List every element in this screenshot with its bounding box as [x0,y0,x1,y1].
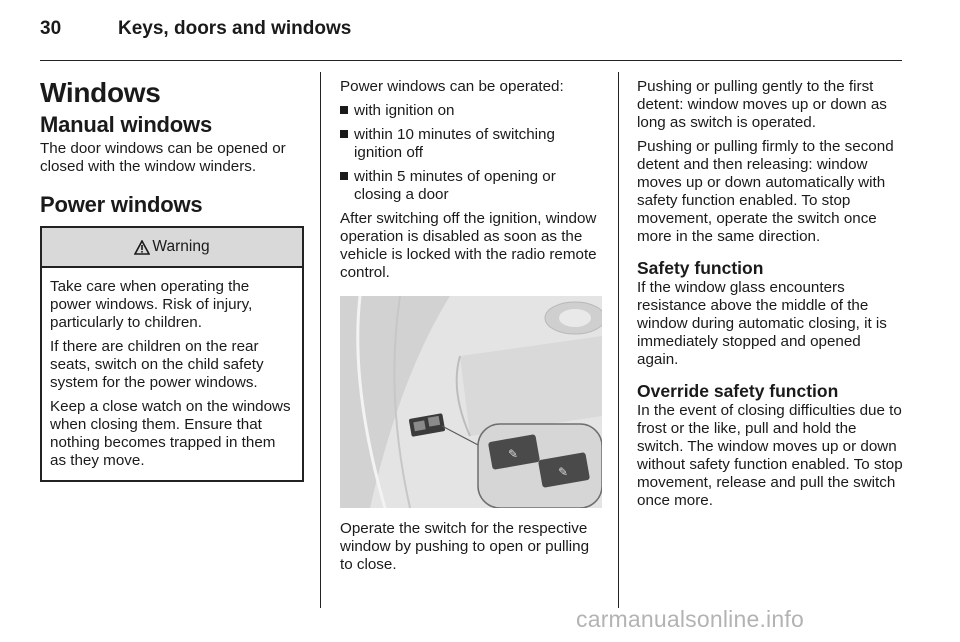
override-safety-text: In the event of closing difficulties due to frost or the like, pull and hold the switch. The window moves up or down without safety function enabled. To stop movement, release and pull the switch once more. [637,402,903,509]
column-divider [618,72,619,608]
manual-windows-text: The door windows can be opened or closed with the window winders. [40,140,286,175]
warning-paragraph: Take care when operating the power windows. Risk of injury, particularly to children. [50,278,253,331]
list-item: with ignition on [340,102,602,120]
svg-text:✎: ✎ [508,447,519,461]
first-detent-text: Pushing or pulling gently to the first detent: window moves up or down as long as switch is operated. [637,78,887,131]
window-switch-illustration [340,296,602,508]
power-windows-intro: Power windows can be operated: [340,78,564,95]
page-number: 30 [40,18,62,39]
header-divider [40,60,902,61]
override-safety-heading: Override safety function [637,381,839,401]
safety-function-heading: Safety function [637,258,764,278]
bullet-icon [340,130,348,138]
watermark: carmanualsonline.info [576,606,804,632]
ignition-off-text: After switching off the ignition, window operation is disabled as soon as the vehicle is locked with the radio remote control. [340,210,597,281]
column-right [637,72,903,516]
list-item: within 5 minutes of opening or closing a door [340,168,602,204]
warning-box [40,226,304,482]
column-middle [340,72,602,580]
warning-paragraph: Keep a close watch on the windows when closing them. Ensure that nothing becomes trapped in them as they move. [50,398,291,469]
column-divider [320,72,321,608]
warning-body [42,268,302,480]
list-item: within 10 minutes of switching ignition off [340,126,602,162]
warning-label: Warning [152,238,210,255]
warning-paragraph: If there are children on the rear seats, switch on the child safety system for the power windows. [50,338,264,391]
conditions-list [340,102,602,204]
operate-switch-text: Operate the switch for the respective window by pushing to open or pulling to close. [340,520,590,573]
window-switch-illustration-svg [340,296,602,508]
safety-function-text: If the window glass encounters resistance above the middle of the window during automatic closing, it is immediately stopped and opened again. [637,279,887,368]
section-title: Windows [40,77,161,108]
chapter-title: Keys, doors and windows [118,18,352,39]
warning-triangle-icon [134,240,150,255]
power-windows-heading: Power windows [40,192,203,217]
page-header [40,18,902,48]
second-detent-text: Pushing or pulling firmly to the second detent and then releasing: window moves up or down automatically with safety function enabled. To stop movement, operate the switch once more in the same direction. [637,138,894,245]
column-left [40,72,304,482]
manual-windows-heading: Manual windows [40,112,212,137]
warning-header [42,228,302,268]
svg-text:✎: ✎ [558,465,569,479]
bullet-icon [340,106,348,114]
bullet-icon [340,172,348,180]
